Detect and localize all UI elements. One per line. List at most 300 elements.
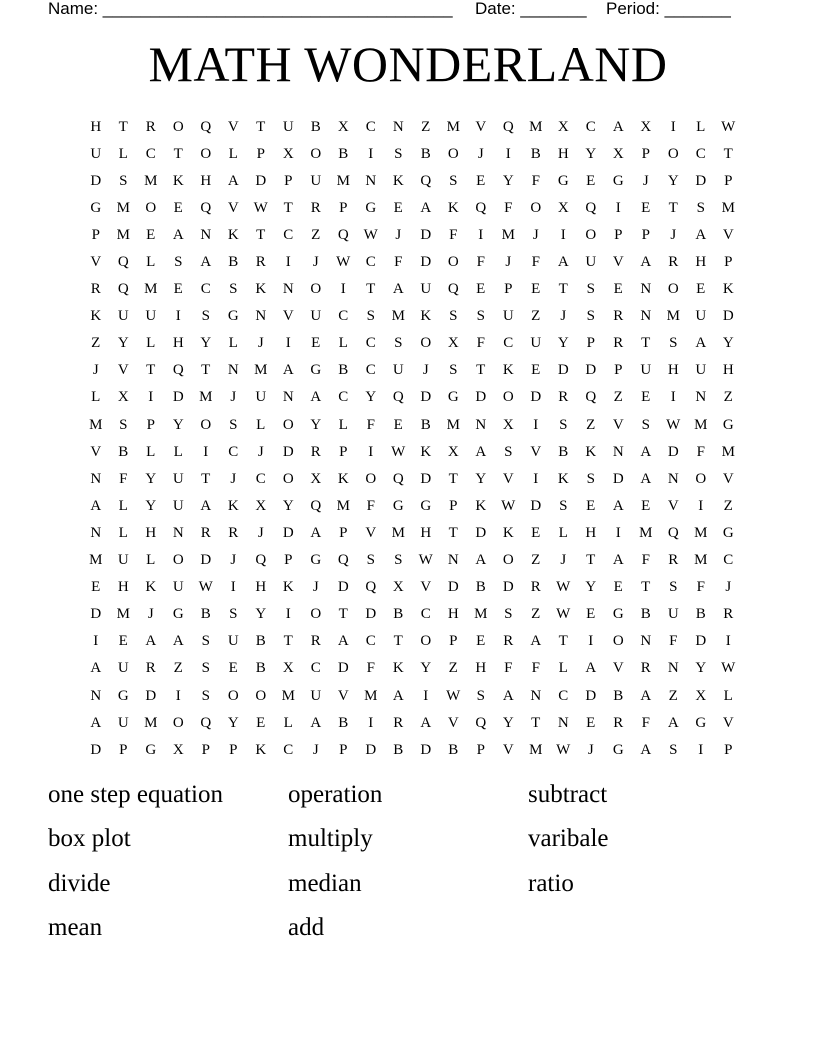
grid-letter[interactable]: L	[696, 118, 706, 135]
grid-letter[interactable]: N	[612, 443, 624, 460]
grid-letter[interactable]: H	[722, 362, 734, 379]
grid-letter[interactable]: E	[641, 199, 651, 216]
grid-letter[interactable]: T	[118, 118, 128, 135]
grid-letter[interactable]: A	[612, 552, 624, 569]
grid-letter[interactable]: A	[585, 660, 597, 677]
grid-letter[interactable]: K	[145, 579, 157, 596]
grid-letter[interactable]: R	[613, 714, 624, 731]
grid-letter[interactable]: F	[641, 552, 650, 569]
grid-letter[interactable]: S	[366, 552, 375, 569]
grid-letter[interactable]: I	[285, 606, 291, 623]
grid-letter[interactable]: G	[172, 606, 184, 623]
grid-letter[interactable]: B	[228, 254, 239, 271]
grid-letter[interactable]: I	[368, 145, 374, 162]
grid-letter[interactable]: F	[366, 660, 375, 677]
grid-letter[interactable]: G	[612, 606, 624, 623]
grid-letter[interactable]: C	[503, 335, 514, 352]
grid-letter[interactable]: P	[119, 741, 128, 758]
grid-letter[interactable]: Y	[722, 335, 734, 352]
grid-letter[interactable]: H	[172, 335, 184, 352]
grid-letter[interactable]: G	[90, 199, 102, 216]
grid-letter[interactable]: R	[640, 660, 651, 677]
grid-letter[interactable]: W	[253, 199, 268, 216]
grid-letter[interactable]: C	[365, 118, 376, 135]
grid-letter[interactable]: Y	[475, 470, 487, 487]
grid-letter[interactable]: O	[585, 226, 597, 243]
grid-letter[interactable]: E	[256, 714, 266, 731]
grid-letter[interactable]: H	[145, 524, 157, 541]
grid-letter[interactable]: E	[586, 497, 596, 514]
grid-letter[interactable]: O	[145, 199, 157, 216]
grid-letter[interactable]: S	[669, 335, 678, 352]
grid-letter[interactable]: Q	[117, 254, 129, 271]
grid-letter[interactable]: C	[283, 741, 294, 758]
grid-letter[interactable]: G	[310, 552, 322, 569]
grid-letter[interactable]: M	[446, 118, 460, 135]
grid-letter[interactable]: M	[474, 606, 488, 623]
grid-letter[interactable]: M	[446, 416, 460, 433]
grid-letter[interactable]: I	[175, 687, 181, 704]
grid-letter[interactable]: M	[501, 226, 515, 243]
grid-letter[interactable]: P	[476, 741, 485, 758]
grid-letter[interactable]: T	[448, 470, 458, 487]
grid-letter[interactable]: Y	[117, 335, 129, 352]
grid-letter[interactable]: T	[173, 145, 183, 162]
grid-letter[interactable]: B	[118, 443, 129, 460]
grid-letter[interactable]: M	[89, 552, 103, 569]
grid-letter[interactable]: S	[476, 687, 485, 704]
grid-letter[interactable]: U	[310, 308, 322, 325]
grid-letter[interactable]: F	[504, 199, 513, 216]
grid-letter[interactable]: K	[255, 741, 267, 758]
grid-letter[interactable]: L	[146, 552, 156, 569]
grid-letter[interactable]: P	[449, 497, 458, 514]
grid-letter[interactable]: E	[641, 389, 651, 406]
grid-letter[interactable]: Q	[200, 118, 212, 135]
grid-letter[interactable]: K	[502, 524, 514, 541]
grid-letter[interactable]: C	[585, 118, 596, 135]
grid-letter[interactable]: M	[281, 687, 295, 704]
grid-letter[interactable]: W	[556, 579, 571, 596]
grid-letter[interactable]: T	[723, 145, 733, 162]
grid-letter[interactable]: J	[725, 579, 732, 596]
grid-letter[interactable]: U	[117, 552, 129, 569]
grid-letter[interactable]: L	[338, 416, 348, 433]
grid-letter[interactable]: A	[310, 389, 322, 406]
grid-letter[interactable]: K	[172, 172, 184, 189]
grid-letter[interactable]: H	[475, 660, 487, 677]
grid-letter[interactable]: F	[641, 714, 650, 731]
grid-letter[interactable]: Z	[91, 335, 101, 352]
grid-letter[interactable]: J	[257, 524, 264, 541]
grid-letter[interactable]: O	[310, 281, 322, 298]
grid-letter[interactable]: O	[502, 552, 514, 569]
grid-letter[interactable]: S	[394, 145, 403, 162]
grid-letter[interactable]: R	[393, 714, 404, 731]
grid-letter[interactable]: E	[393, 199, 403, 216]
grid-letter[interactable]: T	[558, 281, 568, 298]
grid-letter[interactable]: A	[172, 633, 184, 650]
grid-letter[interactable]: H	[557, 145, 569, 162]
grid-letter[interactable]: N	[530, 687, 542, 704]
grid-letter[interactable]: T	[393, 633, 403, 650]
grid-letter[interactable]: P	[201, 741, 210, 758]
grid-letter[interactable]: U	[282, 118, 294, 135]
grid-letter[interactable]: B	[530, 145, 541, 162]
grid-letter[interactable]: C	[365, 335, 376, 352]
grid-letter[interactable]: M	[529, 741, 543, 758]
grid-letter[interactable]: H	[200, 172, 212, 189]
grid-letter[interactable]: T	[201, 470, 211, 487]
grid-letter[interactable]: L	[723, 687, 733, 704]
grid-letter[interactable]: I	[203, 443, 209, 460]
grid-letter[interactable]: Q	[475, 714, 487, 731]
grid-letter[interactable]: J	[560, 552, 567, 569]
grid-letter[interactable]: A	[200, 497, 212, 514]
grid-letter[interactable]: R	[668, 552, 679, 569]
grid-letter[interactable]: M	[391, 524, 405, 541]
grid-letter[interactable]: C	[283, 226, 294, 243]
grid-letter[interactable]: O	[172, 552, 184, 569]
grid-letter[interactable]: A	[282, 362, 294, 379]
grid-letter[interactable]: D	[475, 524, 487, 541]
grid-letter[interactable]: Q	[585, 199, 597, 216]
grid-letter[interactable]: J	[532, 226, 539, 243]
grid-letter[interactable]: E	[586, 172, 596, 189]
grid-letter[interactable]: W	[721, 118, 736, 135]
grid-letter[interactable]: Y	[695, 660, 707, 677]
grid-letter[interactable]: R	[613, 335, 624, 352]
grid-letter[interactable]: H	[117, 579, 129, 596]
grid-letter[interactable]: J	[422, 362, 429, 379]
grid-letter[interactable]: O	[447, 254, 459, 271]
grid-letter[interactable]: L	[256, 416, 266, 433]
grid-letter[interactable]: A	[640, 443, 652, 460]
grid-letter[interactable]: P	[641, 145, 650, 162]
grid-letter[interactable]: Q	[392, 470, 404, 487]
grid-letter[interactable]: T	[256, 118, 266, 135]
grid-letter[interactable]: S	[229, 416, 238, 433]
grid-letter[interactable]: J	[560, 308, 567, 325]
grid-letter[interactable]: S	[669, 579, 678, 596]
grid-letter[interactable]: A	[475, 552, 487, 569]
grid-letter[interactable]: Y	[667, 172, 679, 189]
grid-letter[interactable]: N	[447, 552, 459, 569]
grid-letter[interactable]: N	[392, 118, 404, 135]
grid-letter[interactable]: L	[338, 335, 348, 352]
grid-letter[interactable]: J	[395, 226, 402, 243]
grid-letter[interactable]: S	[119, 172, 128, 189]
grid-letter[interactable]: L	[146, 443, 156, 460]
grid-letter[interactable]: A	[310, 714, 322, 731]
grid-letter[interactable]: W	[556, 606, 571, 623]
grid-letter[interactable]: N	[667, 470, 679, 487]
grid-letter[interactable]: Y	[365, 389, 377, 406]
grid-letter[interactable]: J	[312, 579, 319, 596]
grid-letter[interactable]: R	[310, 633, 321, 650]
grid-letter[interactable]: U	[310, 172, 322, 189]
grid-letter[interactable]: X	[447, 443, 459, 460]
grid-letter[interactable]: E	[613, 579, 623, 596]
grid-letter[interactable]: T	[668, 199, 678, 216]
grid-letter[interactable]: Z	[421, 118, 431, 135]
grid-letter[interactable]: G	[227, 308, 239, 325]
grid-letter[interactable]: U	[117, 660, 129, 677]
grid-letter[interactable]: U	[117, 714, 129, 731]
grid-letter[interactable]: B	[255, 660, 266, 677]
grid-letter[interactable]: S	[586, 281, 595, 298]
grid-letter[interactable]: S	[449, 172, 458, 189]
date-field[interactable]: Date: _______	[475, 0, 587, 18]
grid-letter[interactable]: F	[476, 254, 485, 271]
grid-letter[interactable]: M	[144, 172, 158, 189]
grid-letter[interactable]: A	[667, 714, 679, 731]
grid-letter[interactable]: R	[503, 633, 514, 650]
grid-letter[interactable]: Y	[557, 335, 569, 352]
grid-letter[interactable]: G	[365, 199, 377, 216]
grid-letter[interactable]: L	[228, 335, 238, 352]
grid-letter[interactable]: W	[556, 741, 571, 758]
grid-letter[interactable]: G	[695, 714, 707, 731]
grid-letter[interactable]: K	[282, 579, 294, 596]
grid-letter[interactable]: R	[90, 281, 101, 298]
grid-letter[interactable]: P	[586, 335, 595, 352]
grid-letter[interactable]: S	[229, 281, 238, 298]
grid-letter[interactable]: T	[641, 335, 651, 352]
grid-letter[interactable]: L	[91, 389, 101, 406]
grid-letter[interactable]: Y	[585, 579, 597, 596]
grid-letter[interactable]: N	[282, 281, 294, 298]
grid-letter[interactable]: E	[311, 335, 321, 352]
grid-letter[interactable]: S	[119, 416, 128, 433]
grid-letter[interactable]: I	[533, 416, 539, 433]
grid-letter[interactable]: C	[228, 443, 239, 460]
grid-letter[interactable]: V	[337, 687, 349, 704]
grid-letter[interactable]: U	[255, 389, 267, 406]
grid-letter[interactable]: A	[640, 687, 652, 704]
grid-letter[interactable]: N	[90, 524, 102, 541]
grid-letter[interactable]: U	[585, 254, 597, 271]
grid-letter[interactable]: Y	[502, 172, 514, 189]
grid-letter[interactable]: G	[722, 416, 734, 433]
grid-letter[interactable]: S	[696, 199, 705, 216]
grid-letter[interactable]: V	[612, 660, 624, 677]
grid-letter[interactable]: X	[557, 118, 569, 135]
grid-letter[interactable]: F	[366, 416, 375, 433]
grid-letter[interactable]: O	[282, 416, 294, 433]
grid-letter[interactable]: G	[722, 524, 734, 541]
grid-letter[interactable]: Z	[723, 497, 733, 514]
grid-letter[interactable]: V	[502, 470, 514, 487]
grid-letter[interactable]: S	[476, 308, 485, 325]
grid-letter[interactable]: A	[695, 226, 707, 243]
grid-letter[interactable]: K	[475, 497, 487, 514]
grid-letter[interactable]: K	[502, 362, 514, 379]
grid-letter[interactable]: B	[558, 443, 569, 460]
grid-letter[interactable]: S	[201, 308, 210, 325]
grid-letter[interactable]: Y	[200, 335, 212, 352]
grid-letter[interactable]: M	[694, 552, 708, 569]
grid-letter[interactable]: E	[476, 281, 486, 298]
grid-letter[interactable]: X	[612, 145, 624, 162]
grid-letter[interactable]: P	[339, 524, 348, 541]
grid-letter[interactable]: S	[449, 362, 458, 379]
grid-letter[interactable]: V	[722, 714, 734, 731]
grid-letter[interactable]: S	[559, 416, 568, 433]
grid-letter[interactable]: R	[668, 254, 679, 271]
grid-letter[interactable]: T	[283, 199, 293, 216]
grid-letter[interactable]: V	[612, 416, 624, 433]
grid-letter[interactable]: M	[666, 308, 680, 325]
grid-letter[interactable]: O	[420, 633, 432, 650]
grid-letter[interactable]: D	[90, 741, 102, 758]
grid-letter[interactable]: M	[694, 416, 708, 433]
grid-letter[interactable]: G	[310, 362, 322, 379]
grid-letter[interactable]: J	[642, 172, 649, 189]
grid-letter[interactable]: C	[200, 281, 211, 298]
grid-letter[interactable]: C	[365, 633, 376, 650]
grid-letter[interactable]: I	[340, 281, 346, 298]
grid-letter[interactable]: U	[640, 362, 652, 379]
grid-letter[interactable]: K	[227, 226, 239, 243]
grid-letter[interactable]: N	[365, 172, 377, 189]
grid-letter[interactable]: A	[200, 254, 212, 271]
grid-letter[interactable]: Q	[172, 362, 184, 379]
grid-letter[interactable]: T	[586, 552, 596, 569]
grid-letter[interactable]: D	[530, 497, 542, 514]
grid-letter[interactable]: H	[667, 362, 679, 379]
grid-letter[interactable]: O	[282, 470, 294, 487]
grid-letter[interactable]: O	[172, 714, 184, 731]
grid-letter[interactable]: G	[420, 497, 432, 514]
grid-letter[interactable]: S	[641, 416, 650, 433]
grid-letter[interactable]: D	[282, 443, 294, 460]
grid-letter[interactable]: U	[172, 470, 184, 487]
grid-letter[interactable]: Y	[282, 497, 294, 514]
grid-letter[interactable]: W	[418, 552, 433, 569]
grid-letter[interactable]: B	[420, 145, 431, 162]
grid-letter[interactable]: P	[256, 145, 265, 162]
grid-letter[interactable]: G	[612, 172, 624, 189]
grid-letter[interactable]: F	[119, 470, 128, 487]
grid-letter[interactable]: D	[695, 633, 707, 650]
grid-letter[interactable]: B	[310, 118, 321, 135]
grid-letter[interactable]: Q	[337, 552, 349, 569]
grid-letter[interactable]: J	[312, 741, 319, 758]
grid-letter[interactable]: O	[695, 470, 707, 487]
grid-letter[interactable]: W	[721, 660, 736, 677]
grid-letter[interactable]: S	[669, 741, 678, 758]
grid-letter[interactable]: L	[118, 497, 128, 514]
grid-letter[interactable]: C	[723, 552, 734, 569]
grid-letter[interactable]: A	[310, 524, 322, 541]
grid-letter[interactable]: I	[148, 389, 154, 406]
grid-letter[interactable]: B	[448, 741, 459, 758]
grid-letter[interactable]: C	[338, 389, 349, 406]
grid-letter[interactable]: S	[586, 308, 595, 325]
grid-letter[interactable]: S	[394, 552, 403, 569]
grid-letter[interactable]: O	[447, 145, 459, 162]
grid-letter[interactable]: E	[228, 660, 238, 677]
grid-letter[interactable]: G	[392, 497, 404, 514]
grid-letter[interactable]: I	[560, 226, 566, 243]
grid-letter[interactable]: Q	[585, 389, 597, 406]
grid-letter[interactable]: G	[557, 172, 569, 189]
grid-letter[interactable]: P	[724, 254, 733, 271]
grid-letter[interactable]: F	[531, 660, 540, 677]
grid-letter[interactable]: R	[723, 606, 734, 623]
grid-letter[interactable]: F	[394, 254, 403, 271]
grid-letter[interactable]: A	[420, 714, 432, 731]
grid-letter[interactable]: I	[423, 687, 429, 704]
grid-letter[interactable]: X	[502, 416, 514, 433]
grid-letter[interactable]: I	[285, 254, 291, 271]
grid-letter[interactable]: I	[368, 714, 374, 731]
grid-letter[interactable]: D	[337, 660, 349, 677]
grid-letter[interactable]: U	[227, 633, 239, 650]
grid-letter[interactable]: Z	[586, 416, 596, 433]
grid-letter[interactable]: Z	[531, 552, 541, 569]
grid-letter[interactable]: N	[200, 226, 212, 243]
grid-letter[interactable]: P	[339, 741, 348, 758]
grid-letter[interactable]: P	[91, 226, 100, 243]
grid-letter[interactable]: J	[477, 145, 484, 162]
grid-letter[interactable]: G	[612, 741, 624, 758]
grid-letter[interactable]: B	[255, 633, 266, 650]
grid-letter[interactable]: Y	[227, 714, 239, 731]
grid-letter[interactable]: C	[695, 145, 706, 162]
grid-letter[interactable]: I	[230, 579, 236, 596]
grid-letter[interactable]: V	[475, 118, 487, 135]
grid-letter[interactable]: M	[116, 606, 130, 623]
grid-letter[interactable]: C	[255, 470, 266, 487]
grid-letter[interactable]: S	[174, 254, 183, 271]
grid-letter[interactable]: F	[449, 226, 458, 243]
grid-letter[interactable]: W	[446, 687, 461, 704]
grid-letter[interactable]: B	[613, 687, 624, 704]
grid-letter[interactable]: D	[695, 172, 707, 189]
grid-letter[interactable]: K	[227, 497, 239, 514]
grid-letter[interactable]: X	[447, 335, 459, 352]
grid-letter[interactable]: K	[585, 443, 597, 460]
grid-letter[interactable]: V	[227, 118, 239, 135]
grid-letter[interactable]: W	[363, 226, 378, 243]
grid-letter[interactable]: D	[255, 172, 267, 189]
grid-letter[interactable]: R	[145, 660, 156, 677]
grid-letter[interactable]: D	[90, 606, 102, 623]
grid-letter[interactable]: U	[695, 362, 707, 379]
grid-letter[interactable]: J	[230, 552, 237, 569]
grid-letter[interactable]: C	[145, 145, 156, 162]
grid-letter[interactable]: D	[365, 606, 377, 623]
grid-letter[interactable]: D	[475, 389, 487, 406]
grid-letter[interactable]: U	[695, 308, 707, 325]
grid-letter[interactable]: H	[420, 524, 432, 541]
grid-letter[interactable]: R	[255, 254, 266, 271]
grid-letter[interactable]: J	[147, 606, 154, 623]
grid-letter[interactable]: D	[282, 524, 294, 541]
grid-letter[interactable]: P	[339, 199, 348, 216]
grid-letter[interactable]: D	[420, 254, 432, 271]
grid-letter[interactable]: X	[695, 687, 707, 704]
grid-letter[interactable]: R	[558, 389, 569, 406]
grid-letter[interactable]: E	[146, 226, 156, 243]
grid-letter[interactable]: E	[173, 199, 183, 216]
grid-letter[interactable]: P	[284, 552, 293, 569]
grid-letter[interactable]: V	[612, 254, 624, 271]
grid-letter[interactable]: Q	[667, 524, 679, 541]
grid-letter[interactable]: T	[366, 281, 376, 298]
